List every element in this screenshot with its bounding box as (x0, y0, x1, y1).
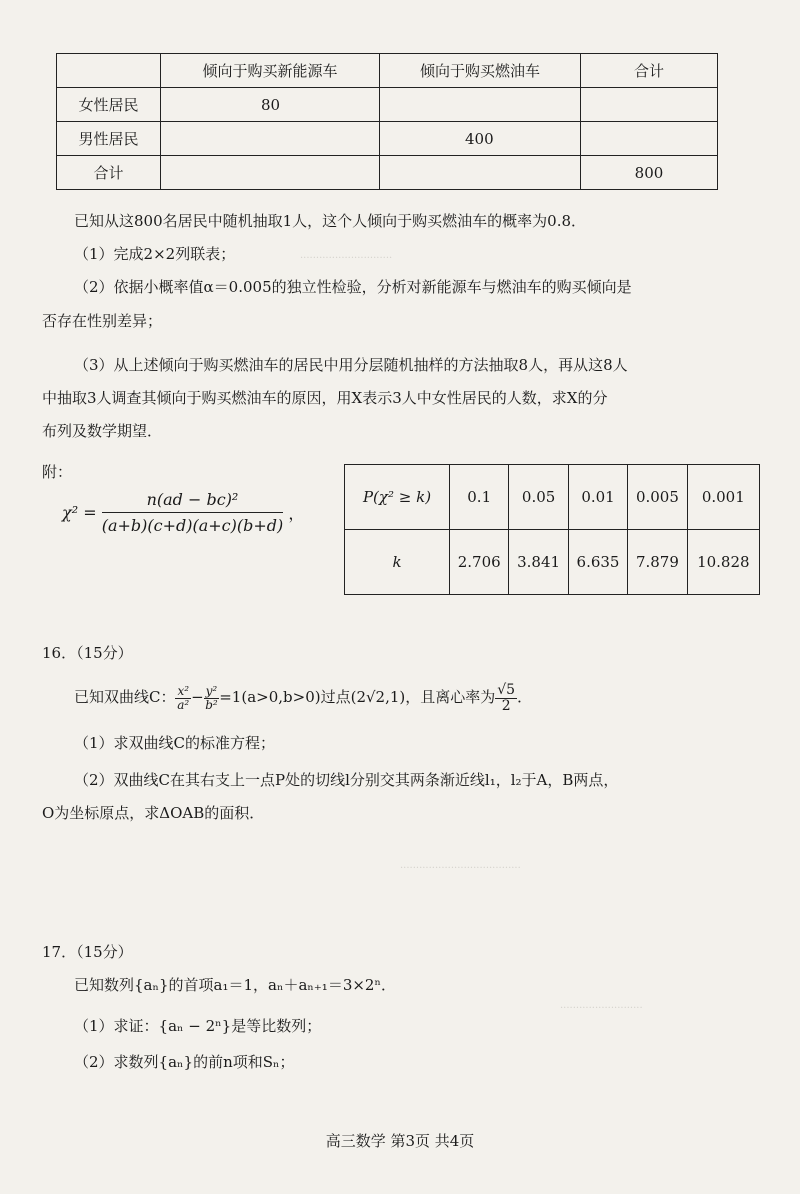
frac-num: x² (177, 683, 190, 698)
table-cell: 3.841 (509, 530, 568, 595)
table-header-cell: 合计 (581, 54, 718, 88)
formula-numerator: n(ad − bc)² (102, 490, 284, 513)
table-cell: 400 (380, 122, 581, 156)
q15-part3-line3: 布列及数学期望． (42, 422, 163, 440)
frac-num: y² (205, 683, 218, 698)
formula-fraction (102, 490, 284, 535)
table-header-cell: 倾向于购买燃油车 (380, 54, 581, 88)
critical-value-table (344, 464, 760, 595)
table-cell (581, 88, 718, 122)
frac-den: a² (177, 697, 190, 712)
table-cell: 80 (161, 88, 380, 122)
table-cell: 6.635 (568, 530, 627, 595)
q17-heading: 17．（15分） (42, 943, 133, 961)
q15-part2-line1: （2）依据小概率值α＝0.005的独立性检验，分析对新能源车与燃油车的购买倾向是 (74, 278, 632, 296)
table-cell (161, 122, 380, 156)
table-cell (380, 156, 581, 190)
formula-lhs: χ² = (62, 503, 97, 522)
q16-part2-line1: （2）双曲线C在其右支上一点P处的切线l分别交其两条渐近线l₁，l₂于A，B两点， (74, 771, 619, 789)
table-cell: 10.828 (687, 530, 759, 595)
eccentricity-fraction (495, 683, 517, 714)
y2-over-b2 (204, 685, 220, 712)
table-header-cell: 倾向于购买新能源车 (161, 54, 380, 88)
table-row (57, 122, 718, 156)
q16-heading: 16．（15分） (42, 644, 133, 662)
table-cell: 0.001 (687, 465, 759, 530)
q15-part1: （1）完成2×2列联表； (74, 245, 236, 263)
row-label: 女性居民 (57, 88, 161, 122)
contingency-table (56, 53, 718, 190)
bleed-through-3: .......................... (560, 1000, 643, 1011)
table-cell (581, 122, 718, 156)
formula-denominator: (a+b)(c+d)(a+c)(b+d) (101, 516, 284, 535)
q17-intro: 已知数列{aₙ}的首项a₁＝1，aₙ＋aₙ₊₁＝3×2ⁿ． (74, 976, 396, 994)
bleed-through-2: ...................................... (400, 860, 521, 871)
frac-num: √5 (497, 681, 516, 698)
frac-den: b² (205, 697, 218, 712)
table-header-row (57, 54, 718, 88)
table-cell (57, 54, 161, 88)
q16-part1: （1）求双曲线C的标准方程； (74, 734, 276, 752)
q15-part3-line1: （3）从上述倾向于购买燃油车的居民中用分层随机抽样的方法抽取8人，再从这8人 (74, 356, 628, 374)
table-row (345, 465, 760, 530)
table-cell: 0.1 (450, 465, 509, 530)
table-cell: 0.05 (509, 465, 568, 530)
table-cell (161, 156, 380, 190)
row-label: 男性居民 (57, 122, 161, 156)
q15-intro: 已知从这800名居民中随机抽取1人，这个人倾向于购买燃油车的概率为0.8． (74, 212, 587, 230)
x2-over-a2 (175, 685, 191, 712)
row-label: P(χ² ≥ k) (345, 465, 450, 530)
q15-part3-line2: 中抽取3人调查其倾向于购买燃油车的原因，用X表示3人中女性居民的人数，求X的分 (42, 389, 608, 407)
page-footer: 高三数学 第3页 共4页 (325, 1132, 475, 1150)
table-row (57, 156, 718, 190)
frac-den: 2 (501, 697, 511, 714)
q16-intro-c: ． (517, 688, 533, 706)
table-cell: 800 (581, 156, 718, 190)
q16-intro (74, 680, 532, 714)
table-cell (380, 88, 581, 122)
row-label: 合计 (57, 156, 161, 190)
table-cell: 0.005 (628, 465, 687, 530)
q17-part1: （1）求证：{aₙ − 2ⁿ}是等比数列； (74, 1017, 322, 1035)
table-cell: 0.01 (568, 465, 627, 530)
q16-part2-line2: O为坐标原点，求ΔOAB的面积． (42, 804, 265, 822)
formula-tail: ， (288, 504, 305, 523)
table-cell: 7.879 (628, 530, 687, 595)
appendix-label: 附： (42, 463, 73, 481)
table-row (345, 530, 760, 595)
minus-sign: − (191, 688, 204, 706)
row-label: k (345, 530, 450, 595)
chi-square-formula (62, 490, 304, 535)
q16-intro-a: 已知双曲线C： (74, 688, 176, 706)
table-row (57, 88, 718, 122)
bleed-through-1: ............................. (300, 250, 393, 261)
q17-part2: （2）求数列{aₙ}的前n项和Sₙ； (74, 1053, 295, 1071)
q16-intro-b: =1(a>0,b>0)过点(2√2,1)，且离心率为 (219, 688, 496, 706)
table-cell: 2.706 (450, 530, 509, 595)
q15-part2-line2: 否存在性别差异； (42, 312, 163, 330)
